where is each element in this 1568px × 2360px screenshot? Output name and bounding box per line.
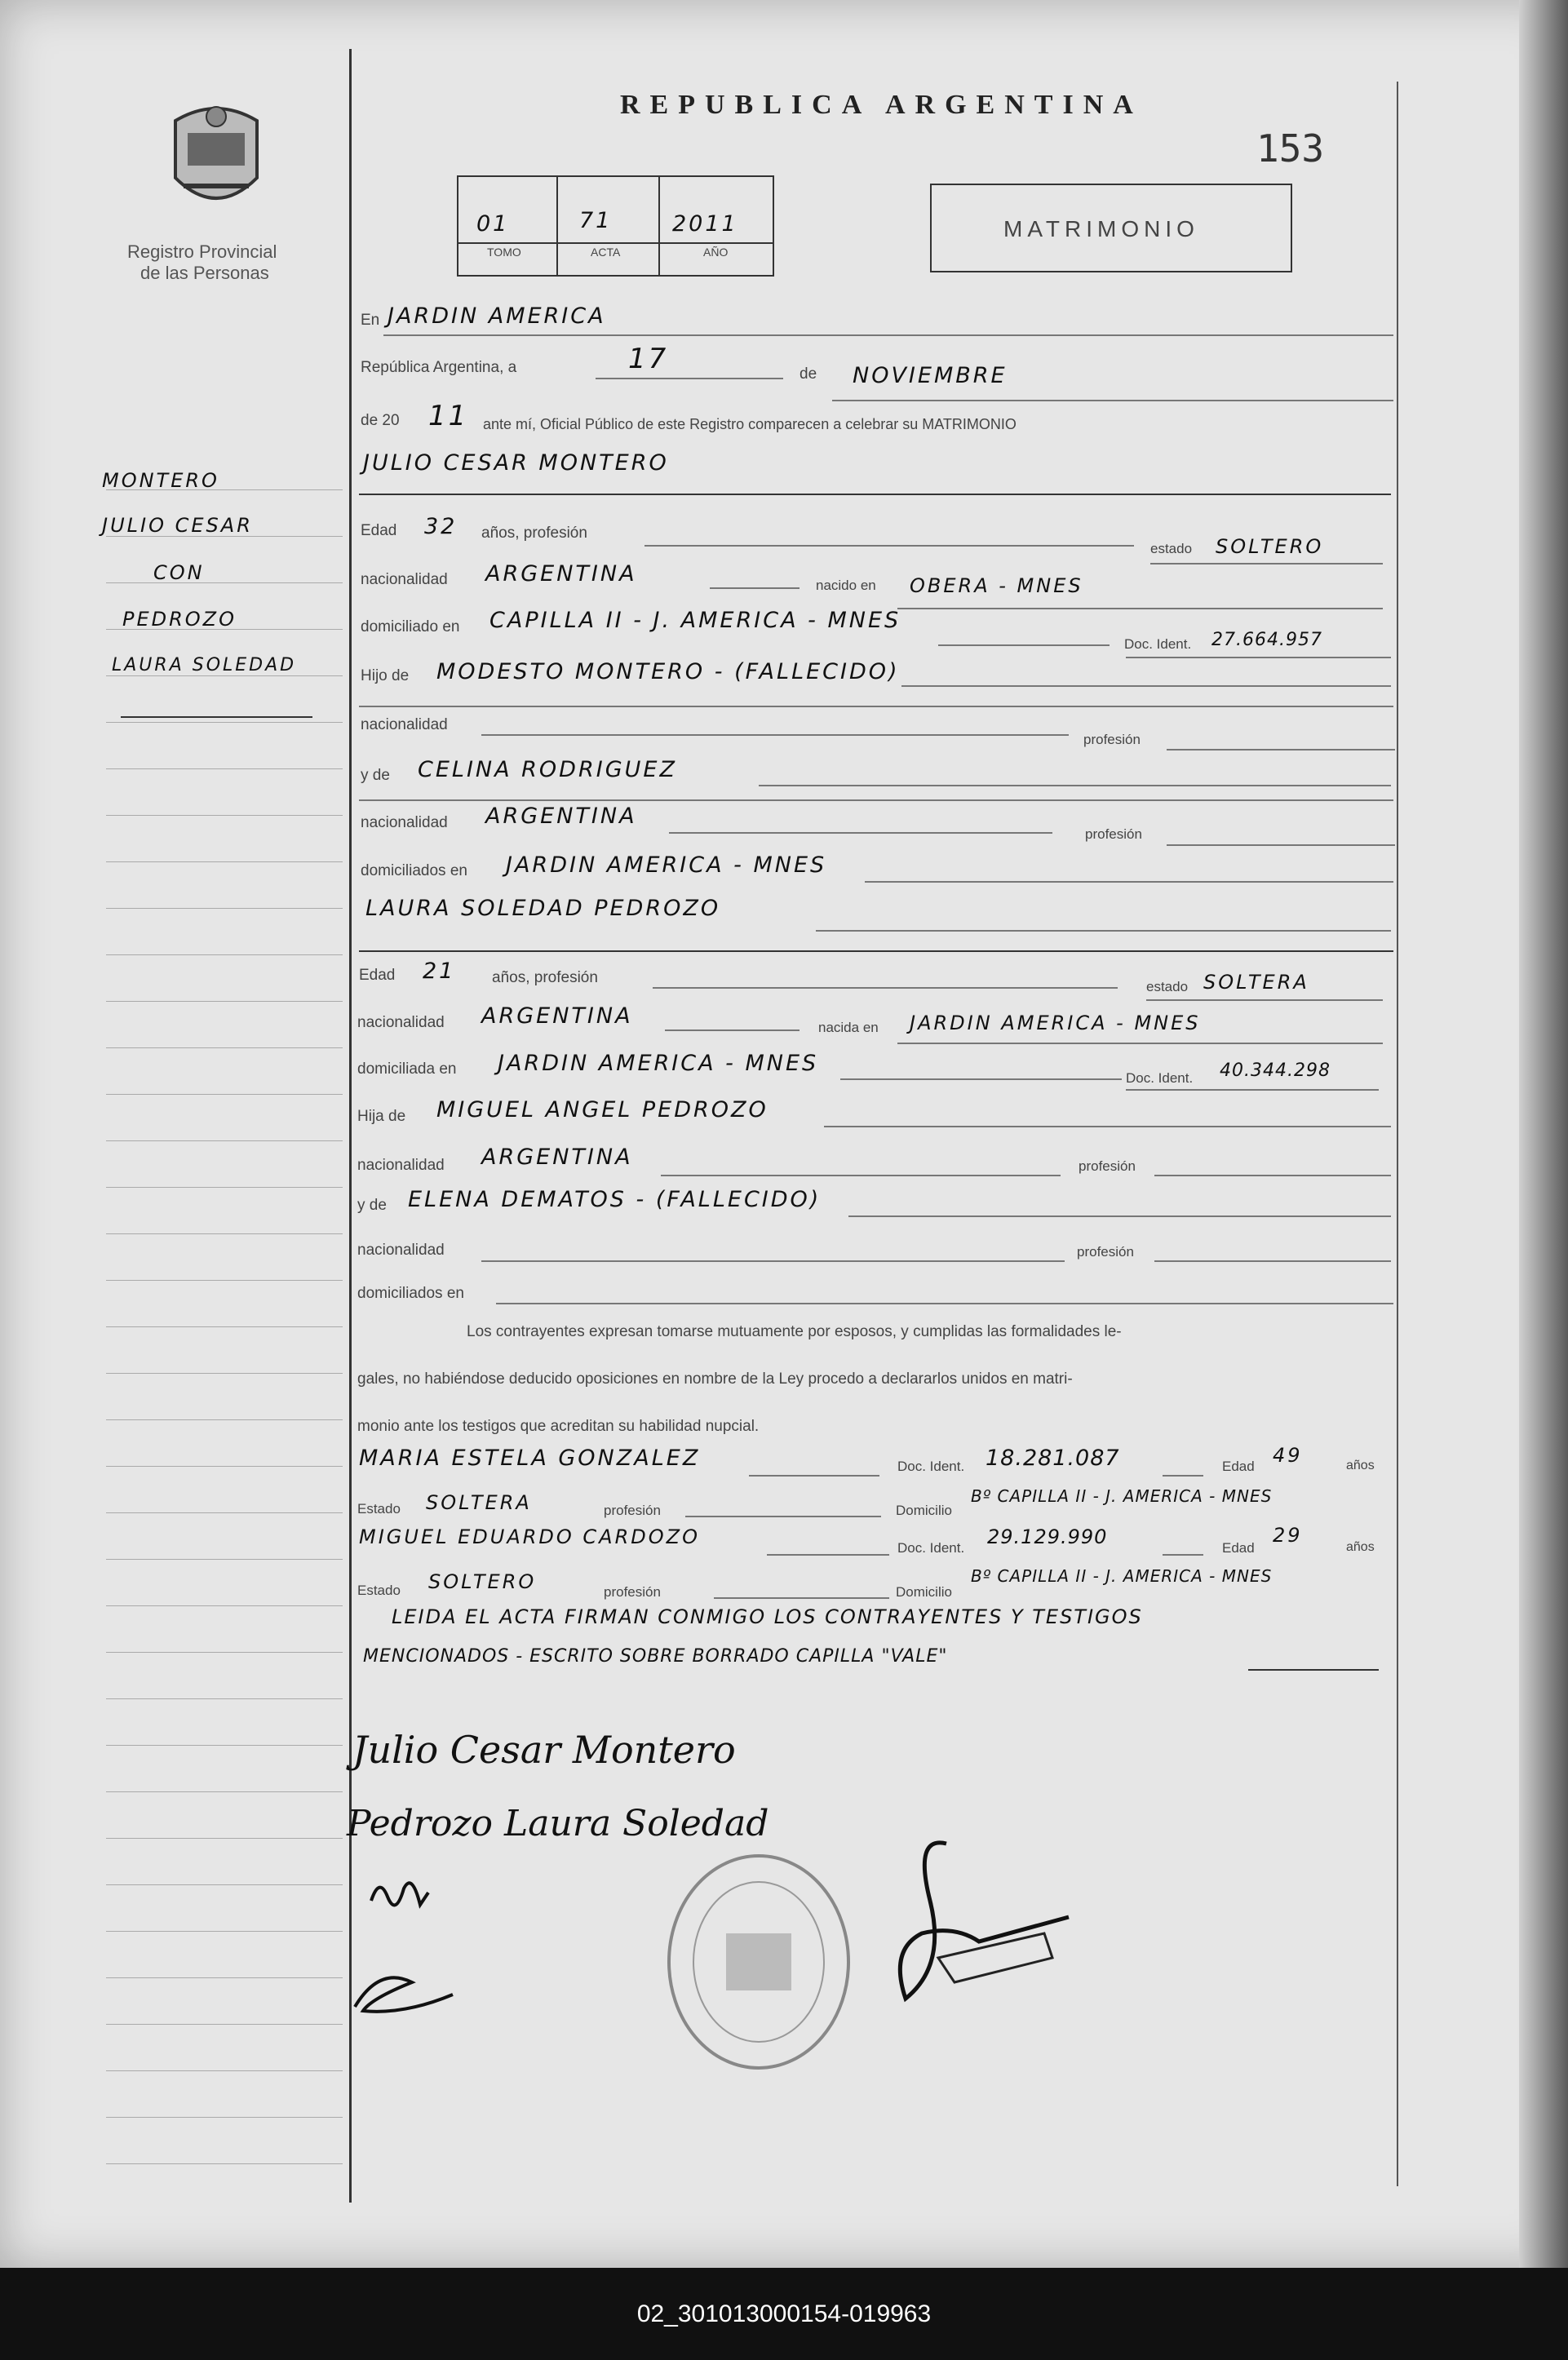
groom-estado-label: estado bbox=[1150, 541, 1193, 556]
record-index-box bbox=[457, 175, 774, 277]
month-de-label: de bbox=[800, 365, 817, 383]
witness1-prof-label: profesión bbox=[604, 1503, 661, 1518]
groom-mother-prof-label: profesión bbox=[1085, 826, 1142, 842]
witness2-domicilio: Bº CAPILLA II - J. AMERICA - MNES bbox=[971, 1566, 1273, 1586]
bride-yde-label: y de bbox=[357, 1197, 387, 1214]
witness2-prof-label: profesión bbox=[604, 1584, 661, 1600]
registry-name-line1: Registro Provincial bbox=[127, 241, 277, 262]
groom-doc-label: Doc. Ident. bbox=[1124, 636, 1192, 652]
bride-parents-dom-label: domiciliados en bbox=[357, 1285, 464, 1302]
margin-ruled-line bbox=[106, 1187, 343, 1188]
margin-ruled-line bbox=[106, 2117, 343, 2118]
bride-father-nac-label: nacionalidad bbox=[357, 1157, 445, 1174]
official-signature-icon bbox=[881, 1827, 1093, 2023]
witness1-doc: 18.281.087 bbox=[986, 1446, 1120, 1471]
bride-domicilio: JARDIN AMERICA - MNES bbox=[498, 1051, 819, 1076]
month-value: NOVIEMBRE bbox=[853, 363, 1008, 388]
margin-ruled-line bbox=[106, 861, 343, 862]
groom-mother: CELINA RODRIGUEZ bbox=[418, 757, 677, 782]
margin-ruled-line bbox=[106, 582, 343, 583]
record-type: MATRIMONIO bbox=[1003, 216, 1199, 241]
groom-nac-label: nacionalidad bbox=[361, 571, 448, 588]
witness1-name: MARIA ESTELA GONZALEZ bbox=[359, 1446, 701, 1471]
groom-parents-dom-label: domiciliados en bbox=[361, 862, 467, 879]
margin-ruled-line bbox=[106, 908, 343, 909]
margin-ruled-line bbox=[106, 768, 343, 769]
groom-father-nac-label: nacionalidad bbox=[361, 716, 448, 733]
margin-ruled-line bbox=[106, 1745, 343, 1746]
witness2-age: 29 bbox=[1273, 1524, 1303, 1547]
margin-ruled-line bbox=[106, 1884, 343, 1885]
image-id-caption: 02_301013000154-019963 bbox=[0, 2268, 1568, 2360]
groom-edad-label: Edad bbox=[361, 522, 397, 539]
year-prefix-label: de 20 bbox=[361, 412, 400, 429]
bride-mother-nac-label: nacionalidad bbox=[357, 1242, 445, 1259]
groom-yde-label: y de bbox=[361, 767, 390, 784]
declaration-line2: gales, no habiéndose deducido oposiciones en nombre de la Ley procedo a declararlos unidos en matri- bbox=[357, 1370, 1073, 1388]
witness2-anos-label: años bbox=[1346, 1540, 1375, 1554]
tomo-label: TOMO bbox=[487, 246, 521, 259]
witness2-name: MIGUEL EDUARDO CARDOZO bbox=[359, 1525, 700, 1548]
declaration-line1: Los contrayentes expresan tomarse mutuamente por esposos, y cumplidas las formalidades le- bbox=[467, 1323, 1122, 1340]
witness2-edad-label: Edad bbox=[1222, 1540, 1255, 1556]
bride-estado-label: estado bbox=[1146, 979, 1189, 994]
margin-note-bride-givenname: LAURA SOLEDAD bbox=[112, 655, 297, 675]
margin-ruled-line bbox=[106, 2070, 343, 2071]
groom-mother-nac: ARGENTINA bbox=[485, 804, 637, 829]
witness-signature-2-icon bbox=[347, 1958, 461, 2023]
margin-note-surname: MONTERO bbox=[102, 469, 219, 492]
page-number: 153 bbox=[1256, 126, 1325, 170]
bride-father-nac: ARGENTINA bbox=[481, 1145, 633, 1170]
bride-nacionalidad: ARGENTINA bbox=[481, 1003, 633, 1029]
bride-doc: 40.344.298 bbox=[1220, 1060, 1331, 1081]
witness1-estado-label: Estado bbox=[357, 1501, 401, 1517]
groom-parents-dom: JARDIN AMERICA - MNES bbox=[506, 852, 827, 878]
bride-edad-label: Edad bbox=[359, 967, 396, 984]
document-title: REPUBLICA ARGENTINA bbox=[620, 90, 1143, 120]
closing-line1: LEIDA EL ACTA FIRMAN CONMIGO LOS CONTRAYENTES Y TESTIGOS bbox=[392, 1605, 1143, 1628]
groom-estado: SOLTERO bbox=[1216, 535, 1324, 558]
margin-note-bride-surname: PEDROZO bbox=[122, 608, 237, 631]
margin-ruled-line bbox=[106, 1791, 343, 1792]
margin-ruled-line bbox=[106, 1698, 343, 1699]
bride-mother: ELENA DEMATOS - (FALLECIDO) bbox=[408, 1187, 822, 1212]
republica-label: República Argentina, a bbox=[361, 359, 517, 376]
groom-hijo-label: Hijo de bbox=[361, 667, 410, 684]
closing-line2: MENCIONADOS - ESCRITO SOBRE BORRADO CAPILLA "VALE" bbox=[363, 1646, 948, 1667]
bride-name: LAURA SOLEDAD PEDROZO bbox=[365, 896, 721, 921]
margin-ruled-line bbox=[106, 1977, 343, 1978]
witness2-estado-label: Estado bbox=[357, 1583, 401, 1598]
bride-nacida-label: nacida en bbox=[818, 1020, 879, 1035]
bride-birthplace: JARDIN AMERICA - MNES bbox=[910, 1012, 1201, 1034]
acta-value: 71 bbox=[579, 208, 613, 233]
right-border bbox=[1397, 82, 1398, 2186]
day-value: 17 bbox=[628, 343, 669, 375]
groom-birthplace: OBERA - MNES bbox=[910, 574, 1083, 597]
margin-ruled-line bbox=[106, 1280, 343, 1281]
margin-ruled-line bbox=[106, 1373, 343, 1374]
witness2-doc-label: Doc. Ident. bbox=[897, 1540, 965, 1556]
witness1-age: 49 bbox=[1273, 1444, 1303, 1467]
margin-ruled-line bbox=[106, 1001, 343, 1002]
bride-signature: Pedrozo Laura Soledad bbox=[347, 1803, 769, 1844]
bride-anos-profesion-label: años, profesión bbox=[492, 969, 598, 986]
margin-ruled-line bbox=[106, 1326, 343, 1327]
witness1-estado: SOLTERA bbox=[426, 1491, 532, 1514]
bride-nac-label: nacionalidad bbox=[357, 1014, 445, 1031]
margin-ruled-line bbox=[106, 1047, 343, 1048]
groom-anos-profesion-label: años, profesión bbox=[481, 525, 587, 542]
margin-ruled-line bbox=[106, 1140, 343, 1141]
margin-ruled-line bbox=[106, 675, 343, 676]
book-binding bbox=[1519, 0, 1568, 2268]
groom-mother-nac-label: nacionalidad bbox=[361, 814, 448, 831]
acta-label: ACTA bbox=[591, 246, 621, 259]
groom-dom-label: domiciliado en bbox=[361, 618, 460, 635]
groom-nacido-label: nacido en bbox=[816, 578, 876, 593]
bride-mother-prof-label: profesión bbox=[1077, 1244, 1134, 1260]
anio-value: 2011 bbox=[672, 211, 738, 237]
margin-ruled-line bbox=[106, 1559, 343, 1560]
witness1-dom-label: Domicilio bbox=[896, 1503, 952, 1518]
declaration-line3: monio ante los testigos que acreditan su habilidad nupcial. bbox=[357, 1418, 760, 1435]
bride-father-prof-label: profesión bbox=[1079, 1158, 1136, 1174]
tomo-value: 01 bbox=[476, 211, 510, 237]
margin-ruled-line bbox=[106, 954, 343, 955]
margin-ruled-line bbox=[106, 722, 343, 723]
groom-domicilio: CAPILLA II - J. AMERICA - MNES bbox=[489, 608, 901, 633]
margin-note-underline bbox=[121, 716, 312, 718]
province-coat-of-arms-icon bbox=[159, 96, 273, 219]
bride-dom-label: domiciliada en bbox=[357, 1060, 457, 1078]
margin-divider bbox=[349, 49, 352, 2203]
witness2-dom-label: Domicilio bbox=[896, 1584, 952, 1600]
margin-note-con: CON bbox=[153, 561, 205, 584]
year-suffix-value: 11 bbox=[428, 400, 469, 432]
bride-father: MIGUEL ANGEL PEDROZO bbox=[436, 1097, 768, 1122]
margin-ruled-line bbox=[106, 1419, 343, 1420]
margin-note-givenname: JULIO CESAR bbox=[102, 514, 253, 537]
margin-ruled-line bbox=[106, 1838, 343, 1839]
anio-label: AÑO bbox=[703, 246, 729, 259]
groom-father-prof-label: profesión bbox=[1083, 732, 1141, 747]
witness2-doc: 29.129.990 bbox=[987, 1525, 1108, 1548]
comparecen-text: ante mí, Oficial Público de este Registro comparecen a celebrar su MATRIMONIO bbox=[483, 416, 1017, 432]
margin-ruled-line bbox=[106, 1466, 343, 1467]
margin-ruled-line bbox=[106, 2163, 343, 2164]
registry-name-line2: de las Personas bbox=[140, 263, 269, 283]
margin-ruled-line bbox=[106, 815, 343, 816]
witness2-estado: SOLTERO bbox=[428, 1570, 537, 1593]
witness-signature-1-icon bbox=[363, 1868, 436, 1933]
witness1-doc-label: Doc. Ident. bbox=[897, 1459, 965, 1474]
groom-doc: 27.664.957 bbox=[1211, 630, 1322, 650]
margin-ruled-line bbox=[106, 1512, 343, 1513]
groom-father: MODESTO MONTERO - (FALLECIDO) bbox=[436, 659, 900, 684]
groom-age: 32 bbox=[424, 514, 458, 539]
bride-doc-label: Doc. Ident. bbox=[1126, 1070, 1194, 1086]
margin-ruled-line bbox=[106, 1605, 343, 1606]
official-stamp-icon bbox=[657, 1844, 861, 2080]
witness1-edad-label: Edad bbox=[1222, 1459, 1255, 1474]
bride-estado: SOLTERA bbox=[1203, 971, 1309, 994]
groom-name: JULIO CESAR MONTERO bbox=[363, 450, 669, 476]
record-type-box bbox=[930, 184, 1292, 272]
bride-age: 21 bbox=[423, 959, 456, 984]
place-value: JARDIN AMERICA bbox=[388, 303, 606, 329]
margin-ruled-line bbox=[106, 2024, 343, 2025]
bride-hija-label: Hija de bbox=[357, 1108, 406, 1125]
margin-ruled-line bbox=[106, 1094, 343, 1095]
groom-signature: Julio Cesar Montero bbox=[352, 1728, 736, 1772]
margin-ruled-line bbox=[106, 1652, 343, 1653]
groom-nacionalidad: ARGENTINA bbox=[485, 561, 637, 587]
en-label: En bbox=[361, 312, 380, 329]
margin-ruled-line bbox=[106, 1233, 343, 1234]
witness1-anos-label: años bbox=[1346, 1459, 1375, 1472]
margin-ruled-line bbox=[106, 1931, 343, 1932]
witness1-domicilio: Bº CAPILLA II - J. AMERICA - MNES bbox=[971, 1486, 1273, 1506]
